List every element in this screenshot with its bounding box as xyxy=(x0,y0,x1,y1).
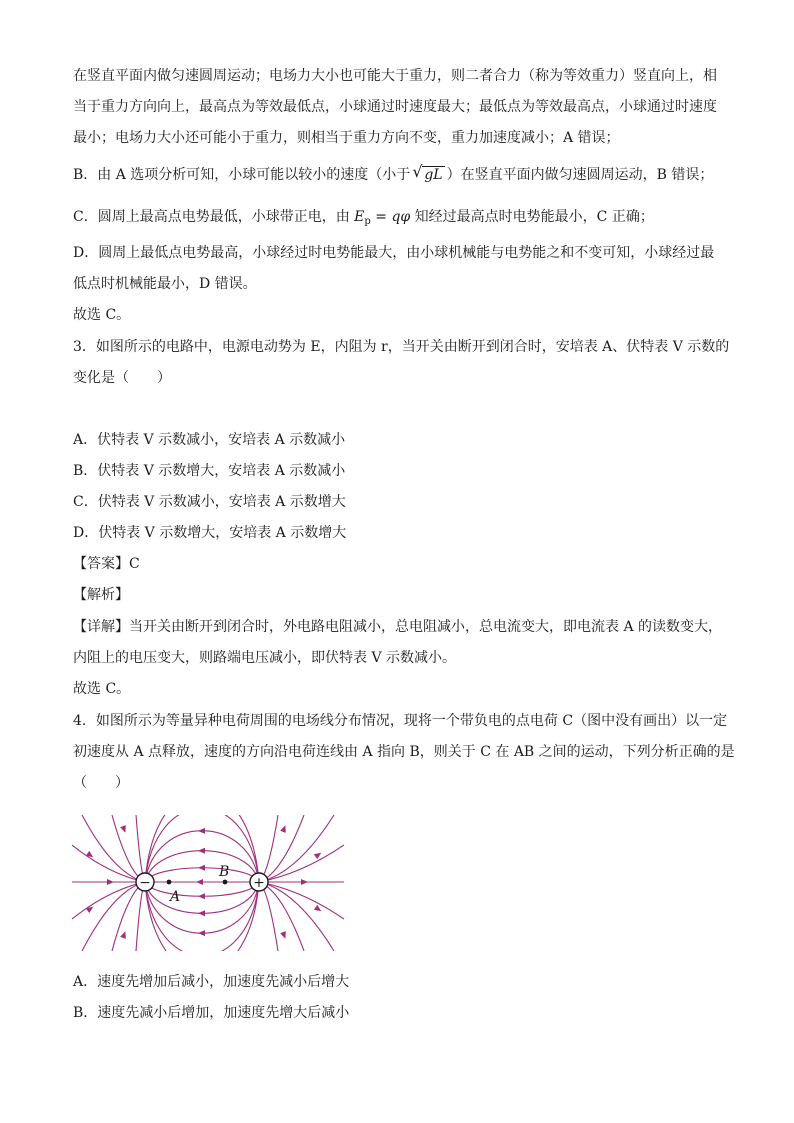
field-arrow xyxy=(280,931,288,940)
field-arrow xyxy=(314,905,323,914)
field-arrow xyxy=(198,910,205,916)
field-line-outer-negative xyxy=(72,882,145,919)
sqrt-gl-formula xyxy=(412,162,444,185)
field-line-outer-negative xyxy=(112,815,145,882)
detail-tag: 【详解】 xyxy=(73,619,129,635)
q3-option-b: B．伏特表 V 示数增大，安培表 A 示数减小 xyxy=(73,463,346,479)
field-arrow xyxy=(314,850,323,859)
answer-value: C xyxy=(129,556,140,572)
field-arrow xyxy=(198,893,205,899)
field-line-outer-positive xyxy=(259,882,334,951)
field-arrow xyxy=(120,930,128,939)
field-line-outer-positive xyxy=(259,882,304,951)
field-line-outer-positive xyxy=(259,815,334,882)
field-line-outer-negative xyxy=(112,882,145,951)
label-a: A xyxy=(170,889,181,905)
sol2-d-line-1: D．圆周上最低点电势最高，小球经过时电势能最大，由小球机械能与电势能之和不变可知，小球经过最 xyxy=(73,245,715,261)
label-b: B xyxy=(219,864,230,880)
field-line-outer-negative xyxy=(136,815,145,882)
sqrt-argument: gL xyxy=(424,167,443,183)
field-line-outer-negative xyxy=(136,882,145,951)
q3-option-a: A．伏特表 V 示数减小，安培表 A 示数减小 xyxy=(73,432,346,448)
q3-detail-1 xyxy=(73,617,722,637)
field-arrow xyxy=(198,848,205,854)
point-b-dot xyxy=(223,880,228,885)
q4-option-b: B．速度先减小后增加，加速度先增大后减小 xyxy=(73,1005,350,1021)
field-line-outer-negative xyxy=(82,815,145,882)
point-a-dot xyxy=(167,880,172,885)
sol2-c-post: 知经过最高点时电势能最小，C 正确； xyxy=(414,209,654,225)
q3-option-c: C．伏特表 V 示数减小，安培表 A 示数增大 xyxy=(73,494,346,510)
field-arrow xyxy=(107,879,114,885)
field-arrow xyxy=(301,879,308,885)
field-arrow xyxy=(196,879,203,885)
electric-field-figure xyxy=(72,815,344,951)
field-line-outer-positive xyxy=(259,882,344,919)
field-arrow xyxy=(280,824,288,833)
q3-stem-1: 3．如图所示的电路中，电源电动势为 E，内阻为 r，当开关由断开到闭合时，安培表 A、伏特表 V 示数的 xyxy=(73,339,730,355)
q4-stem-1: 4．如图所示为等量异种电荷周围的电场线分布情况，现将一个带负电的点电荷 C（图中没有画出）以一定 xyxy=(73,713,728,729)
sqrt-symbol: √ xyxy=(412,162,423,181)
field-arrow xyxy=(198,828,205,834)
formula-sub: p xyxy=(364,216,371,227)
positive-charge-sign: + xyxy=(253,875,265,891)
q3-detail-2: 内阻上的电压变大，则路端电压减小，即伏特表 V 示数减小。 xyxy=(73,650,457,666)
sol2-line-3: 最小；电场力大小还可能小于重力，则相当于重力方向不变，重力加速度减小；A 错误； xyxy=(73,130,620,146)
sol2-c-pre: C．圆周上最高点电势最低，小球带正电，由 xyxy=(73,209,350,225)
q3-answer xyxy=(73,554,140,574)
field-line-outer-positive xyxy=(259,815,304,882)
sol2-option-c xyxy=(73,207,654,232)
field-line-arc xyxy=(145,882,259,933)
answer-tag: 【答案】 xyxy=(73,556,129,572)
formula-e: E xyxy=(354,209,365,225)
field-arrow xyxy=(198,865,205,871)
field-line-arc xyxy=(145,831,259,882)
sol2-line-1: 在竖直平面内做匀速圆周运动；电场力大小也可能大于重力，则二者合力（称为等效重力）竖直向上，相 xyxy=(73,68,717,84)
sol2-b-post: ）在竖直平面内做匀速圆周运动，B 错误； xyxy=(446,167,714,183)
field-arrow xyxy=(198,930,205,936)
q3-option-d: D．伏特表 V 示数增大，安培表 A 示数增大 xyxy=(73,525,347,541)
sol2-line-2: 当于重力方向向上，最高点为等效最低点，小球通过时速度最大；最低点为等效最高点，小球通过时速度 xyxy=(73,99,717,115)
sol2-b-pre: B．由 A 选项分析可知，小球可能以较小的速度（小于 xyxy=(73,167,411,183)
ep-formula xyxy=(354,209,410,225)
sol2-option-b xyxy=(73,162,714,185)
q4-stem-3: （ ） xyxy=(73,775,129,791)
q3-stem-2: 变化是（ ） xyxy=(73,370,171,386)
sol2-d-line-2: 低点时机械能最小，D 错误。 xyxy=(73,276,257,292)
sol2-choose: 故选 C。 xyxy=(73,307,131,323)
field-arrow xyxy=(120,825,128,834)
q4-option-a: A．速度先增加后减小，加速度先减小后增大 xyxy=(73,974,350,990)
field-line-outer-negative xyxy=(72,845,145,882)
negative-charge-sign: − xyxy=(139,875,151,891)
field-arrows xyxy=(86,815,323,951)
formula-rest: = qφ xyxy=(370,209,411,225)
q3-analysis-tag: 【解析】 xyxy=(73,587,129,603)
field-line-outer-positive xyxy=(259,815,278,882)
field-line-outer-positive xyxy=(259,882,278,951)
detail-text-1: 当开关由断开到闭合时，外电路电阻减小，总电阻减小，总电流变大，即电流表 A 的读数变大， xyxy=(129,619,723,635)
q3-choose: 故选 C。 xyxy=(73,681,131,697)
q4-stem-2: 初速度从 A 点释放，速度的方向沿电荷连线由 A 指向 B，则关于 C 在 AB 之间的运动，下列分析正确的是 xyxy=(73,744,735,760)
